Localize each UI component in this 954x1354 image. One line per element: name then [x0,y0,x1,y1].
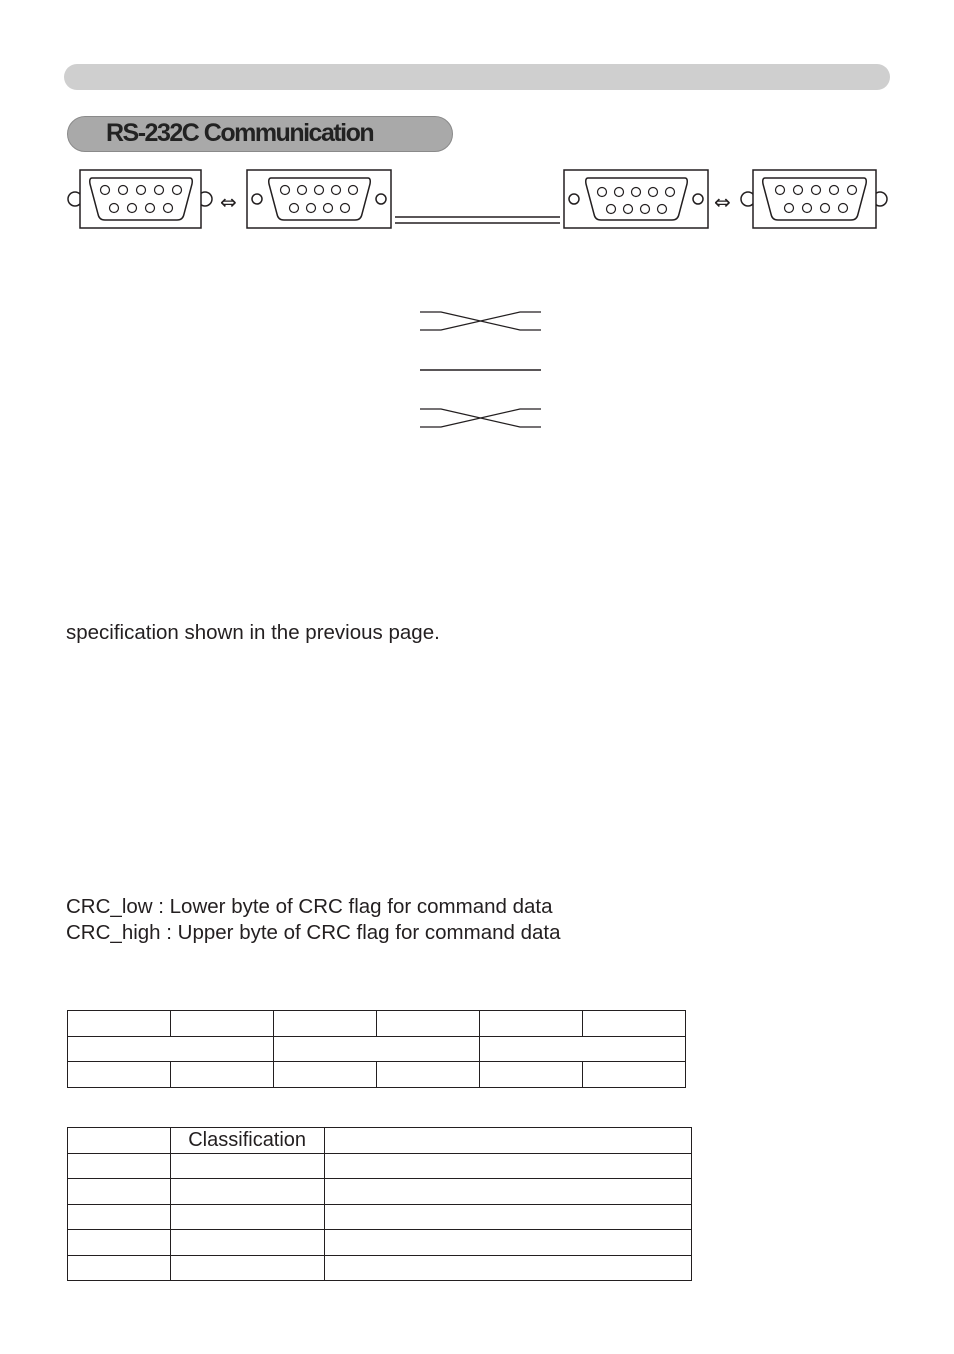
table-row [68,1036,686,1062]
table-cell [480,1062,583,1088]
table-cell [583,1011,686,1037]
table-cell [170,1230,324,1256]
pin-wiring-diagram [420,312,541,427]
table-cell [68,1255,171,1281]
table-cell [171,1062,274,1088]
table-cell [170,1255,324,1281]
classification-table [67,1127,692,1281]
bidirectional-arrow-right: ⇔ [714,190,731,214]
section-title: RS-232C Communication [106,119,374,147]
table-cell [324,1230,691,1256]
table-cell [274,1036,480,1062]
table-cell [324,1255,691,1281]
wire-cross-2b [420,409,541,427]
table-row [68,1204,692,1230]
table-cell [170,1204,324,1230]
rs232c-cable [395,217,560,223]
paragraph-crc-low: CRC_low : Lower byte of CRC flag for command data [66,895,553,918]
table-cell [274,1011,377,1037]
table-cell [68,1036,274,1062]
table-cell [68,1062,171,1088]
table-row [68,1179,692,1205]
table-cell [170,1179,324,1205]
table-cell [324,1179,691,1205]
table-cell [170,1153,324,1179]
table-row [68,1153,692,1179]
table-cell [377,1011,480,1037]
table-cell [324,1128,691,1154]
table-row [68,1062,686,1088]
table-cell [274,1062,377,1088]
paragraph-crc-high: CRC_high : Upper byte of CRC flag for command data [66,921,561,944]
table-cell [377,1062,480,1088]
wire-cross-1b [420,312,541,330]
table-cell [68,1179,171,1205]
table-cell [324,1204,691,1230]
table-cell [68,1128,171,1154]
table-row [68,1255,692,1281]
table-header-row [68,1128,692,1154]
table-row [68,1230,692,1256]
rs232c-connection-diagram [0,0,954,460]
table-cell [171,1011,274,1037]
db9-connector-pc-left [68,170,212,228]
table-cell [480,1036,686,1062]
table-cell [324,1153,691,1179]
db9-connector-projector-right [741,170,887,228]
table-cell [583,1062,686,1088]
table-cell [480,1011,583,1037]
table-row [68,1011,686,1037]
table-cell [68,1204,171,1230]
classification-header: Classification [170,1128,324,1154]
table-cell [68,1011,171,1037]
db9-connector-cable-right [564,170,708,228]
table-cell [68,1153,171,1179]
command-format-table [67,1010,686,1088]
db9-connector-cable-left [247,170,391,228]
bidirectional-arrow-left: ⇔ [220,190,237,214]
paragraph-spec-note: specification shown in the previous page. [66,621,440,644]
table-cell [68,1230,171,1256]
